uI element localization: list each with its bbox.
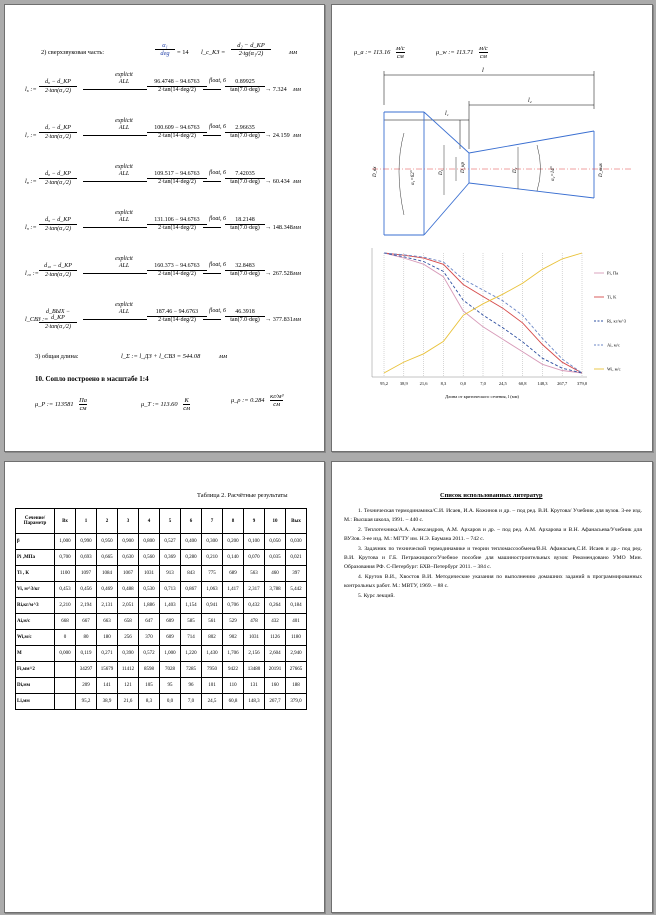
table-cell: 1,886 [139,598,160,614]
table-row [16,534,307,550]
table-cell: 2,156 [244,646,265,662]
col-header: 7 [202,509,223,534]
lc-fraction: d₂ − d_КР 2·tg(α₁/2) [231,42,271,57]
chart-x-tick: 24,5 [498,381,507,386]
page-4 [331,461,653,913]
formula-l6: l₆ := d₆ − d_КР 2·tan(α₁/2) explicit ALL 96.4748 − 94.6763 2·tan(14·deg/2) float, 6 0.89925 tan(7.0·deg) → 7.324 мм [25,72,301,94]
table-cell: 0,530 [139,582,160,598]
legend-label: Ai, м/с [607,342,620,348]
col-header: 1 [76,509,97,534]
col-header: 8 [223,509,244,534]
col-header: 4 [139,509,160,534]
col-header: 2 [97,509,118,534]
table-cell: 609 [160,630,181,646]
label-d-kr: D_кр [461,162,466,173]
table-cell: 0,630 [118,550,139,566]
table-cell: 256 [118,630,139,646]
table-cell: 1126 [265,630,286,646]
chart-x-tick: 60,8 [518,381,527,386]
table-cell: 0,100 [244,534,265,550]
table-cell: 0,070 [244,550,265,566]
table-cell: 689 [223,566,244,582]
legend-label: Ri, кг/м^3 [607,318,626,324]
table-cell: 60,8 [223,694,244,710]
table-cell: 34297 [76,662,97,678]
total-length-unit: мм [219,353,228,360]
table-cell: 0,432 [244,598,265,614]
table-cell: 1084 [97,566,118,582]
table-cell: 7,0 [181,694,202,710]
table-cell: 1097 [76,566,97,582]
table-cell [55,678,76,694]
page-2 [331,4,653,452]
col-header: 10 [265,509,286,534]
col-header: Вх [55,509,76,534]
table-cell: 15679 [97,662,118,678]
col-header: 5 [160,509,181,534]
table-cell: 1,063 [202,582,223,598]
table-cell: 1,430 [202,646,223,662]
legend-label: Wi, м/с [607,366,621,372]
reference-item: 2. Теплотехника/А.А. Александров, А.М. Архаров и др. – под ред. А.М. Архарова и В.Н. Афанасьева/Учебник для ВУЗов. 3-ее изд. М.: МГТУ им. Н.Э. Баумана 2011. – 742 с. [344,526,642,543]
table-cell: 2,940 [286,646,307,662]
table-cell: 0,210 [202,550,223,566]
table-cell: 0,900 [118,534,139,550]
chart-x-tick: 148,3 [537,381,548,386]
row-header: Ai,м/с [16,614,55,630]
table-cell: 0,706 [223,598,244,614]
table-row [16,614,307,630]
references-list [344,507,642,601]
table-cell: 0,560 [139,550,160,566]
table-cell: 1067 [118,566,139,582]
table-cell [55,694,76,710]
table-cell: 0,264 [265,598,286,614]
lc-lhs: l_c_КЗ = [201,49,226,56]
table-cell: 802 [202,630,223,646]
table-cell: 663 [97,614,118,630]
table-cell: 38,9 [97,694,118,710]
reference-item: 4. Крутов В.И., Хвостов В.И. Методические указания по выполнению домашних заданий в программированных контрольных работ. М.: МВТУ, 1969. – 88 с. [344,573,642,590]
table-cell: 714 [181,630,202,646]
table-cell: 0 [55,630,76,646]
table-cell: 561 [202,614,223,630]
table-cell: 1,154 [181,598,202,614]
table-cell: 0,271 [97,646,118,662]
formula-l9: l₉ := d₉ − d_КР 2·tan(α₁/2) explicit ALL 131.106 − 94.6763 2·tan(14·deg/2) float, 6 18.2148 tan(7.0·deg) → 148.348 мм [25,210,301,232]
scale-w: μ_w := 113.71 м/с см [436,45,488,60]
table-cell: 267,7 [265,694,286,710]
label-d2: D₂ [513,167,518,173]
table-cell: 0,390 [118,646,139,662]
chart-x-caption: Длина от критического сечения, l (мм) [445,394,519,399]
table-cell: 0,572 [139,646,160,662]
table-cell: 0,369 [160,550,181,566]
table-cell: 121 [118,678,139,694]
table-cell: 370 [139,630,160,646]
table-cell [55,662,76,678]
formula-l10: l₁₀ := d₁₀ − d_КР 2·tan(α₁/2) explicit ALL 160.373 − 94.6763 2·tan(14·deg/2) float, 6 32.8483 tan(7.0·deg) → 267.528 мм [25,256,301,278]
row-header: Li,мм [16,694,55,710]
table-cell: 529 [223,614,244,630]
table-cell: 0,021 [286,550,307,566]
table-cell: 0,300 [202,534,223,550]
formula-l7: l₇ := d₇ − d_КР 2·tan(α₁/2) explicit ALL 100.609 − 94.6763 2·tan(14·deg/2) float, 6 2.96635 tan(7.0·deg) → 24.159 мм [25,118,301,140]
row-header: Wi,м/с [16,630,55,646]
table-cell: 1031 [244,630,265,646]
table-cell: 0,280 [181,550,202,566]
table-cell: 13480 [244,662,265,678]
table-row [16,678,307,694]
row-header: Pi ,МПа [16,550,55,566]
table-cell: 0,140 [223,550,244,566]
table-cell: 2,317 [244,582,265,598]
chart-x-tick: 267,7 [557,381,568,386]
table-cell: 96 [181,678,202,694]
table-cell: 24,5 [202,694,223,710]
row-header: Vi, м^3/кг [16,582,55,598]
chart-x-tick: 8,3 [440,381,447,386]
chart-x-tick: 7,0 [480,381,486,386]
table-cell: 0,488 [118,582,139,598]
table-cell: 0,700 [55,550,76,566]
col-header: Вых [286,509,307,534]
table-cell: 609 [160,614,181,630]
legend-label: Pi, Па [607,270,619,276]
label-d-out: D_вых [599,163,604,177]
table-cell: 0,030 [286,534,307,550]
table-cell: 0,713 [160,582,181,598]
table-cell: 585 [181,614,202,630]
table-cell: 1180 [286,630,307,646]
table-cell: 105 [139,678,160,694]
table-cell: 11412 [118,662,139,678]
table-row [16,694,307,710]
table-cell: 110 [223,678,244,694]
table-cell: 460 [265,566,286,582]
table-cell: 1,000 [160,646,181,662]
table-cell: 8,3 [139,694,160,710]
table-cell: 3,788 [265,582,286,598]
row-header: Fi,мм^2 [16,662,55,678]
table-cell: 1,000 [55,534,76,550]
lc-unit: мм [289,49,298,56]
table-cell: 0,456 [76,582,97,598]
chart-x-tick: 95,2 [380,381,388,386]
formula-lsvz: l_СВЗ := d_ВЫХ − d_КР 2·tan(α₁/2) explicit ALL 187.46 − 94.6763 2·tan(14·deg/2) float, 6 46.3918 tan(7.0·deg) → 377.831 мм [25,302,301,330]
row-header: β [16,534,55,550]
label-alpha1: α₁=62° [411,170,416,185]
chart-x-tick: 21,6 [419,381,428,386]
total-length-label: 3) общая длина: [35,353,79,360]
table-corner: Сечение/ Параметр [16,509,55,534]
table-cell: 0,400 [181,534,202,550]
alpha-fraction: α₁ deg [155,42,175,57]
table-cell: 1,220 [181,646,202,662]
table-cell: 0,035 [265,550,286,566]
table-cell: 141 [97,678,118,694]
table-cell: 7285 [181,662,202,678]
table-cell: 658 [118,614,139,630]
table-cell: 2,051 [118,598,139,614]
table-cell: 0,453 [55,582,76,598]
table-cell: 913 [160,566,181,582]
table-cell: 775 [202,566,223,582]
table-row [16,598,307,614]
row-header: Ri,кг/м^3 [16,598,55,614]
nozzle-drawing [332,65,652,245]
scale-a: μ_a := 113.16 м/с см [354,45,405,60]
table-cell: 101 [202,678,223,694]
dim-label-l1: l₁ [445,111,449,117]
alpha-value: = 14 [177,49,189,56]
table-cell: 0,119 [76,646,97,662]
table-cell: 843 [181,566,202,582]
table-cell: 2,210 [55,598,76,614]
table-header-row [16,509,307,534]
supersonic-label: 2) сверхзвуковая часть: [41,49,105,56]
table-title: Таблица 2. Расчётные результаты [197,492,288,499]
table-row [16,566,307,582]
table-cell: 2,131 [97,598,118,614]
table-cell: 209 [76,678,97,694]
table-cell: 0,693 [76,550,97,566]
table-cell: 95 [160,678,181,694]
table-cell: 432 [265,614,286,630]
row-header: Di,мм [16,678,55,694]
table-cell: 131 [244,678,265,694]
table-cell: 0,000 [55,646,76,662]
chart-x-tick: 0,0 [460,381,467,386]
table-cell: 667 [76,614,97,630]
table-cell: 9422 [223,662,244,678]
table-cell: 1,706 [223,646,244,662]
dim-label-l2: l₂ [528,98,532,104]
dim-label-l: l [482,67,484,74]
label-alpha2: α₂=14° [551,166,556,181]
table-cell: 160 [265,678,286,694]
col-header: 9 [244,509,265,534]
table-cell: 0,800 [139,534,160,550]
table-cell: 0,0 [160,694,181,710]
table-cell: 188 [286,678,307,694]
table-cell: 1,417 [223,582,244,598]
total-length-formula: l_Σ := l_ДЗ + l_СВЗ = 544.08 [121,353,201,360]
table-cell: 563 [244,566,265,582]
table-cell: 668 [55,614,76,630]
table-cell: 647 [139,614,160,630]
table-cell: 0,665 [97,550,118,566]
table-cell: 8598 [139,662,160,678]
scale-p: μ_P := 113581 Па см [35,397,87,412]
page-1 [4,4,325,452]
reference-item: 5. Курс лекций. [358,592,395,599]
table-row [16,630,307,646]
table-cell: 1031 [139,566,160,582]
table-cell: 7950 [202,662,223,678]
table-cell: 0,950 [97,534,118,550]
chart-x-tick: 379,0 [576,381,588,386]
table-cell: 2,604 [265,646,286,662]
reference-item: 3. Задачник по технической термодинамике и теории тепломассообмена/В.Н. Афанасьев,С.И. Исаев и др.- под ред. В.И. Крутова и Г.Б. Петражицкого/Учебное пособие для машиностроительных вузов: Рекомендовано УМО Мин. Образования РФ. С-Петербург: БХВ–Петербург 2011. – 384 с. [344,545,642,571]
table-cell: 80 [76,630,97,646]
table-cell: 7028 [160,662,181,678]
table-cell: 148,3 [244,694,265,710]
label-d1: D₁ [439,169,444,175]
table-cell: 0,867 [181,582,202,598]
references-title: Список использованных литератур [440,492,543,499]
table-cell: 0,990 [76,534,97,550]
col-header: 3 [118,509,139,534]
table-row [16,662,307,678]
chart-x-tick: 38,9 [399,381,408,386]
scale-rho: μ_ρ := 0.284 кг/м³ см [231,393,284,408]
table-cell: 1100 [55,566,76,582]
table-cell: 180 [97,630,118,646]
table-row [16,582,307,598]
section-title: 10. Сопло построено в масштабе 1:4 [35,375,149,383]
table-cell: 397 [286,566,307,582]
table-cell: 95,2 [76,694,97,710]
table-cell: 20191 [265,662,286,678]
table-cell: 478 [244,614,265,630]
table-cell: 379,0 [286,694,307,710]
page-3 [4,461,325,913]
legend-label: Ti, K [607,294,617,300]
table-cell: 1,403 [160,598,181,614]
table-cell: 0,941 [202,598,223,614]
table-cell: 5,442 [286,582,307,598]
reference-item: 1. Техническая термодинамика/С.И. Исаев, И.А. Кожинов и др. – под ред. В.И. Крутова/ Учебник для вузов. 3-ее изд. М.: Высшая школа, 1991. – 440 с. [344,508,642,524]
table-cell: 2,194 [76,598,97,614]
parameter-chart [332,245,652,415]
row-header: M [16,646,55,662]
row-header: Ti , К [16,566,55,582]
table-cell: 0,200 [223,534,244,550]
table-cell: 902 [223,630,244,646]
table-cell: 0,527 [160,534,181,550]
scale-t: μ_T := 113.60 К см [141,397,191,412]
table-row [16,550,307,566]
formula-l8: l₈ := d₈ − d_КР 2·tan(α₁/2) explicit ALL 109.517 − 94.6763 2·tan(14·deg/2) float, 6 7.42035 tan(7.0·deg) → 60.434 мм [25,164,301,186]
table-cell: 0,469 [97,582,118,598]
table-cell: 0,184 [286,598,307,614]
results-table [15,508,307,710]
table-cell: 0,050 [265,534,286,550]
col-header: 6 [181,509,202,534]
label-d-in: D_вх [373,166,378,177]
table-cell: 27665 [286,662,307,678]
table-cell: 21,6 [118,694,139,710]
table-row [16,646,307,662]
table-cell: 401 [286,614,307,630]
